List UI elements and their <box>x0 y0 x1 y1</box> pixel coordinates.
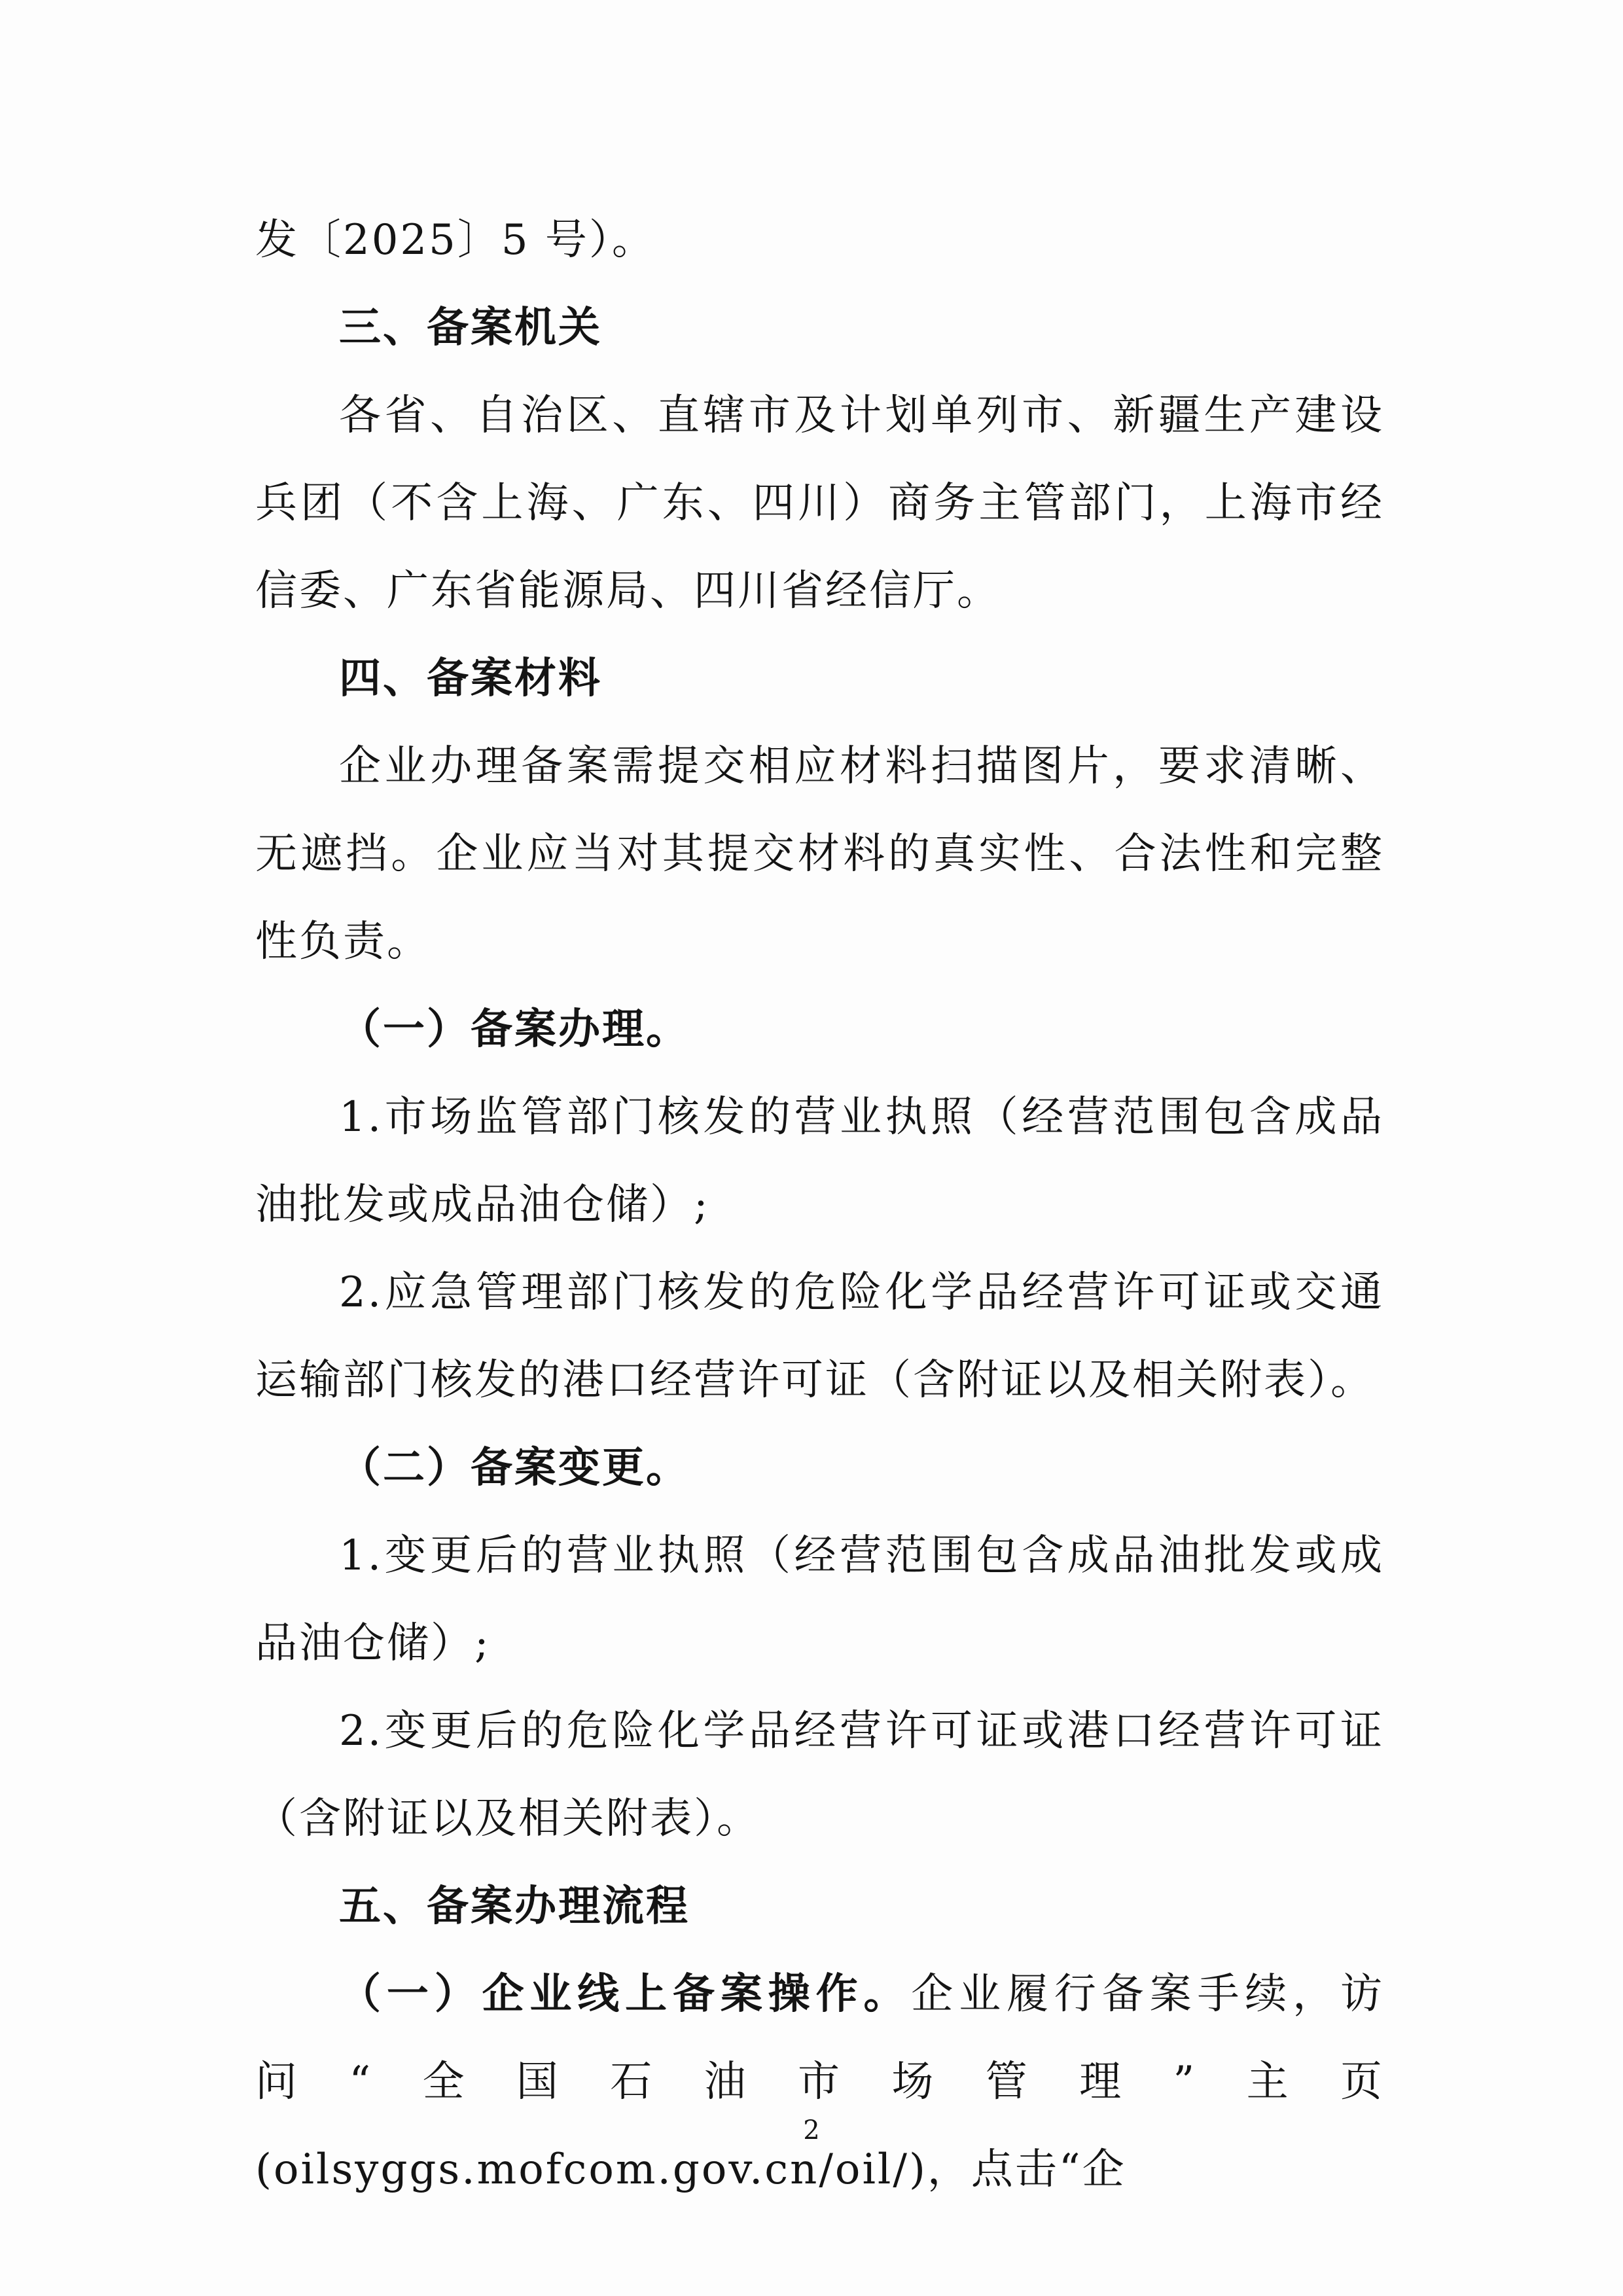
page-number: 2 <box>803 2115 820 2145</box>
online-filing-lead: （一）企业线上备案操作。 <box>339 1969 912 2018</box>
online-filing-body: 企业履行备案手续，访问“全国石油市场管理”主页(oilsyggs.mofcom.gov.cn/oil/)，点击“企 <box>255 1970 1385 2194</box>
list-item-hazardous-chemicals-license: 2.应急管理部门核发的危险化学品经营许可证或交通运输部门核发的港口经营许可证（含附证以及相关附表）。 <box>255 1268 1384 1405</box>
subheading-filing-processing: （一）备案办理。 <box>339 1005 690 1054</box>
list-item-changed-hazardous-license: 2.变更后的危险化学品经营许可证或港口经营许可证（含附证以及相关附表）。 <box>255 1707 1384 1843</box>
continued-paragraph: 发〔2025〕5 号）。 <box>255 216 656 264</box>
section-heading-filing-process: 五、备案办理流程 <box>339 1882 690 1931</box>
list-item-business-license: 1.市场监管部门核发的营业执照（经营范围包含成品油批发或成品油仓储）; <box>255 1093 1384 1229</box>
paragraph-filing-authority: 各省、自治区、直辖市及计划单列市、新疆生产建设兵团（不含上海、广东、四川）商务主管部门，上海市经信委、广东省能源局、四川省经信厅。 <box>255 391 1384 615</box>
section-heading-filing-materials: 四、备案材料 <box>339 655 602 703</box>
subheading-filing-change: （二）备案变更。 <box>339 1443 690 1492</box>
paragraph-filing-materials: 企业办理备案需提交相应材料扫描图片，要求清晰、无遮挡。企业应当对其提交材料的真实性、合法性和完整性负责。 <box>255 742 1384 966</box>
paragraph-online-filing <box>255 1950 1384 2214</box>
document-body <box>255 196 1384 2214</box>
list-item-changed-business-license: 1.变更后的营业执照（经营范围包含成品油批发或成品油仓储）; <box>255 1532 1384 1668</box>
section-heading-filing-authority: 三、备案机关 <box>339 304 602 352</box>
